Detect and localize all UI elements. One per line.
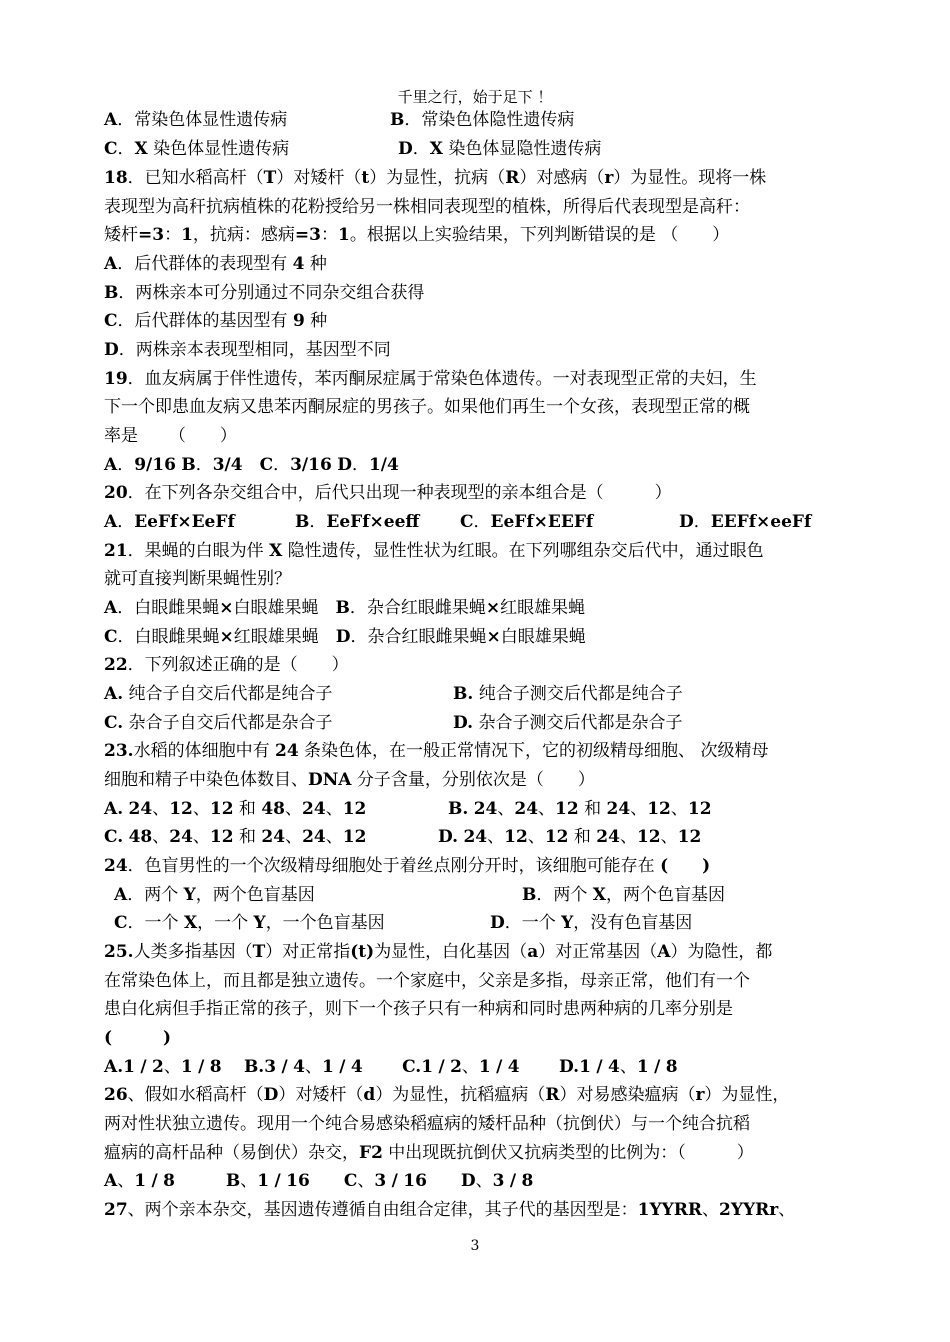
text-line: D．一个 Y，没有色盲基因 (490, 913, 693, 933)
text-line: D. 24、12、12 和 24、12、12 (438, 827, 702, 847)
text-line: A. 纯合子自交后代都是纯合子 (104, 684, 333, 704)
text-line: C．后代群体的基因型有 9 种 (104, 311, 328, 331)
text-line: C．白眼雌果蝇×红眼雄果蝇 D．杂合红眼雌果蝇×白眼雄果蝇 (104, 627, 586, 647)
text-line: 20．在下列各杂交组合中，后代只出现一种表现型的亲本组合是（ ） (104, 483, 672, 503)
text-line: C．X 染色体显性遗传病 (104, 139, 290, 159)
text-line: 下一个即患血友病又患苯丙酮尿症的男孩子。如果他们再生一个女孩，表现型正常的概 (104, 397, 750, 417)
text-line: 矮杆=3：1，抗病：感病=3：1。根据以上实验结果，下列判断错误的是 （ ） (104, 225, 730, 245)
text-line: 27、两个亲本杂交，基因遗传遵循自由组合定律，其子代的基因型是：1YYRR、2YYRr、 (104, 1200, 796, 1220)
text-line: 就可直接判断果蝇性别？ (104, 569, 291, 589)
text-line: 22．下列叙述正确的是（ ） (104, 655, 349, 675)
text-line: 患白化病但手指正常的孩子，则下一个孩子只有一种病和同时患两种病的几率分别是 (104, 999, 733, 1019)
page-number: 3 (470, 1238, 480, 1254)
text-line: 24．色盲男性的一个次级精母细胞处于着丝点刚分开时，该细胞可能存在 ( ) (104, 856, 711, 876)
text-line: 两对性状独立遗传。现用一个纯合易感染稻瘟病的矮杆品种（抗倒伏）与一个纯合抗稻 (104, 1114, 750, 1134)
text-line: B．EeFf×eeff (295, 512, 420, 532)
text-line: 在常染色体上，而且都是独立遗传。一个家庭中，父亲是多指，母亲正常，他们有一个 (104, 971, 750, 991)
text-line: B．两株亲本可分别通过不同杂交组合获得 (104, 283, 425, 303)
text-line: D．EEFf×eeFf (679, 512, 812, 532)
text-line: 18．已知水稻高杆（T）对矮杆（t）为显性，抗病（R）对感病（r）为显性。现将一株 (104, 168, 767, 188)
text-line: B．常染色体隐性遗传病 (390, 110, 575, 130)
text-line: A．后代群体的表现型有 4 种 (104, 254, 327, 274)
text-line: B. 纯合子测交后代都是纯合子 (453, 684, 683, 704)
text-line: A．白眼雌果蝇×白眼雄果蝇 B．杂合红眼雌果蝇×红眼雄果蝇 (104, 598, 586, 618)
text-line: 23.水稻的体细胞中有 24 条染色体，在一般正常情况下，它的初级精母细胞、 次级精母 (104, 741, 769, 761)
text-line: 19．血友病属于伴性遗传，苯丙酮尿症属于常染色体遗传。一对表现型正常的夫妇，生 (104, 369, 757, 389)
text-line: C．EeFf×EEFf (460, 512, 594, 532)
text-line: 细胞和精子中染色体数目、DNA 分子含量，分别依次是（ ） (104, 770, 595, 790)
text-line: A、1 / 8 B、1 / 16 C、3 / 16 D、3 / 8 (104, 1171, 534, 1191)
text-line: C. 杂合子自交后代都是杂合子 (104, 713, 333, 733)
text-line: 率是 （ ） (104, 426, 237, 446)
text-line: 瘟病的高杆品种（易倒伏）杂交，F2 中出现既抗倒伏又抗病类型的比例为：（ ） (104, 1143, 754, 1163)
text-line: A．两个 Y，两个色盲基因 (114, 885, 315, 905)
text-line: 26、假如水稻高杆（D）对矮杆（d）为显性，抗稻瘟病（R）对易感染瘟病（r）为显性， (104, 1085, 790, 1105)
text-line: 表现型为高秆抗病植株的花粉授给另一株相同表现型的植株，所得后代表现型是高秆： (104, 197, 750, 217)
page-header: 千里之行，始于足下 ！ (397, 88, 553, 106)
text-line: A．常染色体显性遗传病 (104, 110, 288, 130)
text-line: A. 24、12、12 和 48、24、12 (104, 799, 367, 819)
text-line: A．EeFf×EeFf (104, 512, 235, 532)
text-line: 21．果蝇的白眼为伴 X 隐性遗传，显性性状为红眼。在下列哪组杂交后代中，通过眼色 (104, 541, 764, 561)
text-line: D. 杂合子测交后代都是杂合子 (453, 713, 683, 733)
text-line: 25.人类多指基因（T）对正常指(t)为显性，白化基因（a）对正常基因（A）为隐性，都 (104, 942, 773, 962)
text-line: B．两个 X，两个色盲基因 (522, 885, 725, 905)
text-line: D．两株亲本表现型相同，基因型不同 (104, 340, 391, 360)
text-line: C. 48、24、12 和 24、24、12 (104, 827, 367, 847)
text-line: C．一个 X，一个 Y，一个色盲基因 (114, 913, 385, 933)
text-line: D．X 染色体显隐性遗传病 (398, 139, 602, 159)
text-line: ( ) (104, 1028, 172, 1048)
text-line: A．9/16 B．3/4 C．3/16 D．1/4 (104, 455, 399, 475)
text-line: A.1 / 2、1 / 8 B.3 / 4、1 / 4 C.1 / 2、1 / 4 D.1 / 4、1 / 8 (104, 1057, 678, 1077)
text-line: B. 24、24、12 和 24、12、12 (448, 799, 712, 819)
